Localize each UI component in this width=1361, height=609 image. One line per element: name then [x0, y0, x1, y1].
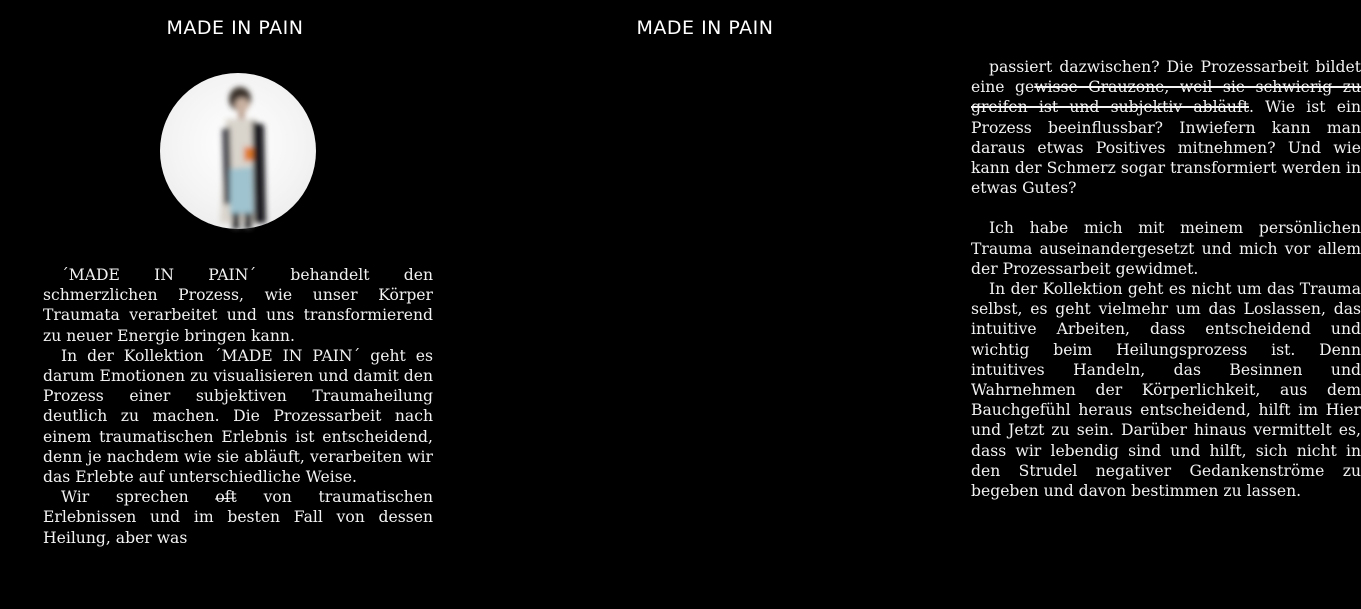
right-paragraph-3: In der Kollektion geht es nicht um das Trauma selbst, es geht vielmehr um das Loslassen, das intuitive Arbeiten, dass entscheidend und wichtig beim Heilungsprozess ist. Denn intuitives Handeln, das Besinnen und Wahrnehmen der Körperlichkeit, aus dem Bauchgefühl heraus entscheidend, hilft im Hier und Jetzt zu sein. Darüber hinaus vermittelt es, dass wir lebendig sind und hilft, sich nicht in den Strudel negativer Gedankenströme zu begeben und davon bestimmen zu lassen. [971, 280, 1361, 501]
struck-word: oft [215, 488, 237, 507]
right-paragraph-1-start: passiert dazwischen? Die Prozessarbeit bildet eine ge [971, 58, 1361, 97]
right-paragraph-1-end: . Wie ist ein Prozess beeinflussbar? Inwiefern kann man daraus etwas Positives mitnehmen? Und wie kann der Schmerz sogar transformiert werden in etwas Gutes? [971, 98, 1361, 198]
right-paragraph-2: Ich habe mich mit meinem persönlichen Trauma auseinandergesetzt und mich vor allem der Prozessarbeit gewidmet. [971, 219, 1361, 278]
left-paragraph-2: In der Kollektion ´MADE IN PAIN´ geht es darum Emotionen zu visualisieren und damit den Prozess einer subjektiven Traumaheilung deutlich zu machen. Die Prozessarbeit nach einem traumatischen Erlebnis ist entscheidend, denn je nachdem wie sie abläuft, verarbeiten wir das Erlebte auf unterschiedliche Weise. [43, 346, 433, 487]
paragraph-gap [971, 198, 1361, 218]
left-body-text [43, 265, 433, 548]
collection-photo [160, 73, 316, 229]
right-body-text [971, 57, 1361, 501]
left-running-title: MADE IN PAIN [166, 17, 304, 39]
right-running-title: MADE IN PAIN [636, 17, 774, 39]
left-paragraph-3-end: von traumatischen Erlebnissen und im besten Fall von dessen Heilung, aber was [43, 488, 433, 547]
right-paragraph-1 [971, 57, 1361, 198]
left-page [0, 0, 470, 609]
left-paragraph-3-start: Wir sprechen [61, 488, 216, 507]
right-page [470, 0, 1361, 609]
left-paragraph-1: ´MADE IN PAIN´ behandelt den schmerzlichen Prozess, wie unser Körper Traumata verarbeitet und uns transformierend zu neuer Energie bringen kann. [43, 266, 433, 345]
left-paragraph-3 [43, 487, 433, 548]
struck-passage: wisse Grauzone, weil sie schwierig zu greifen ist und subjektiv abläuft [971, 78, 1361, 117]
